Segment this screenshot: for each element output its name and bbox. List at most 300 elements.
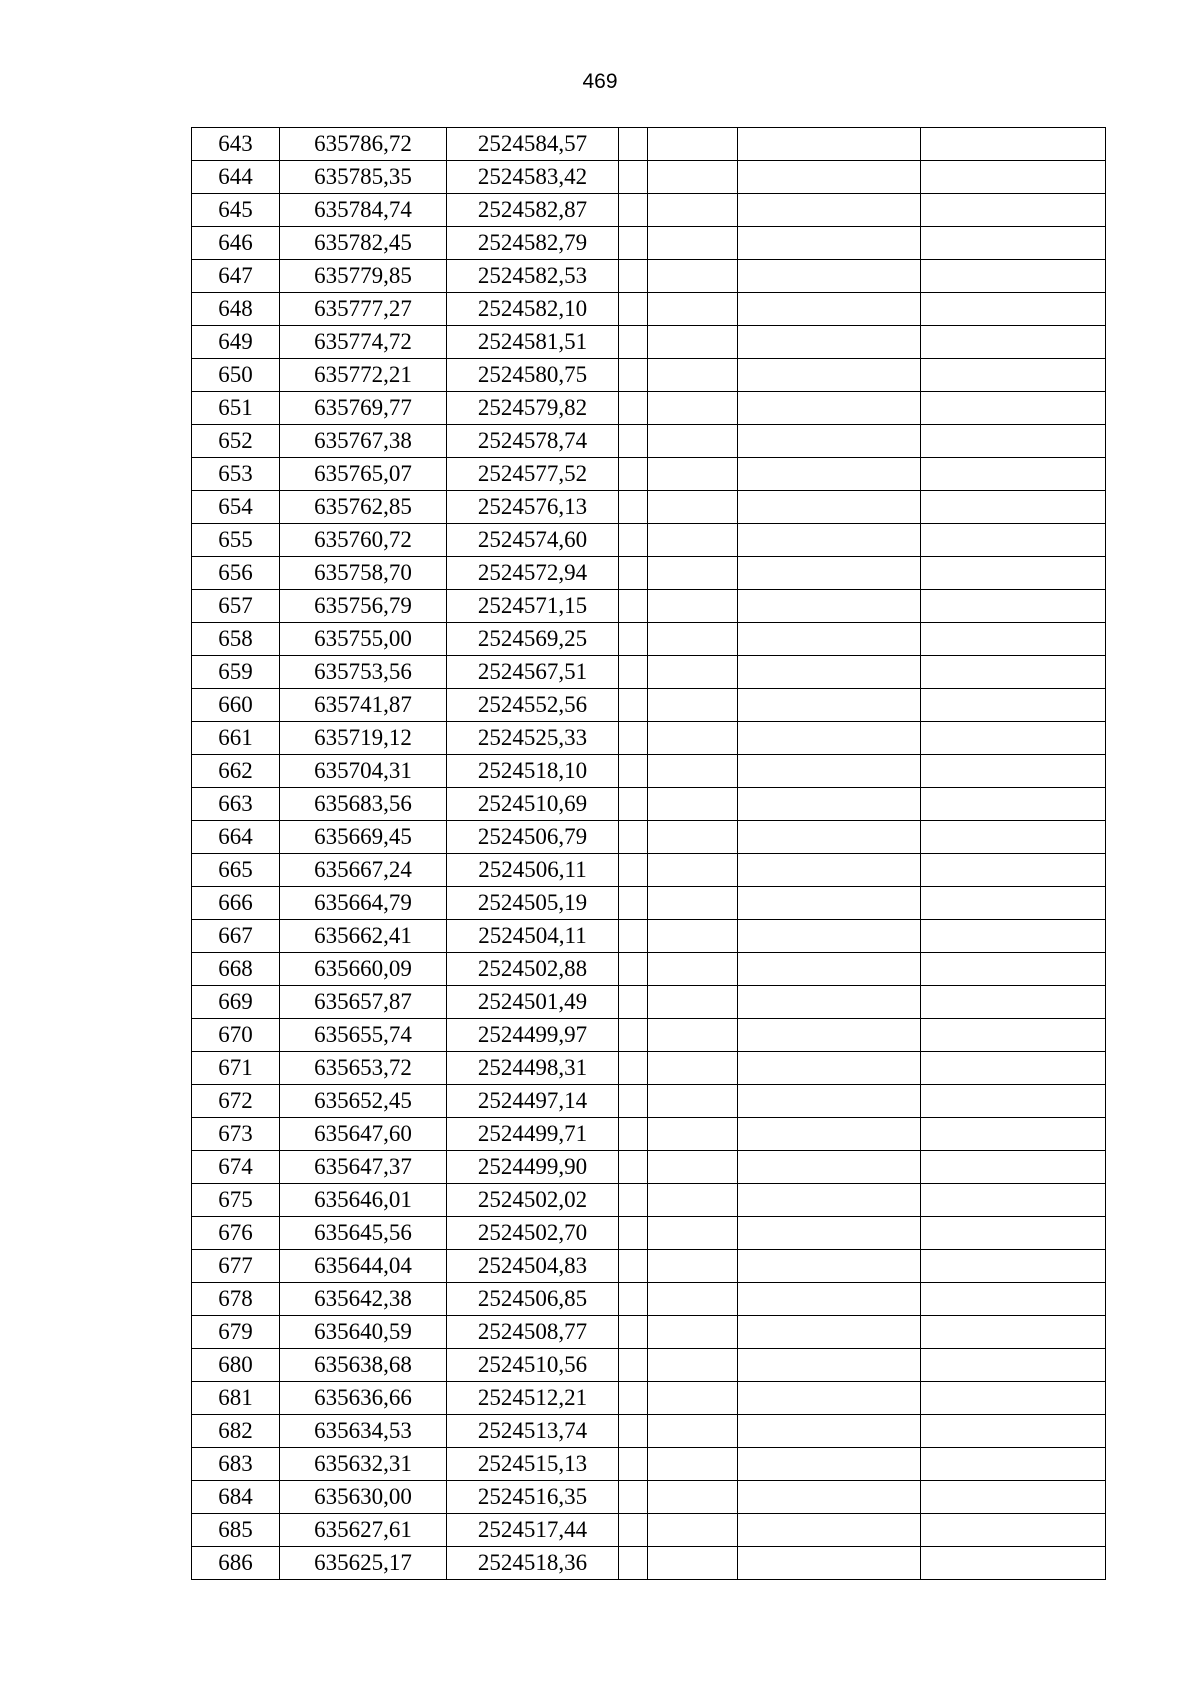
x-coordinate-cell: 635769,77: [280, 392, 447, 425]
empty-cell: [738, 194, 921, 227]
point-number-cell: 655: [192, 524, 280, 557]
empty-cell: [619, 1448, 648, 1481]
empty-cell: [738, 722, 921, 755]
empty-cell: [648, 1151, 738, 1184]
y-coordinate-cell: 2524513,74: [447, 1415, 619, 1448]
empty-cell: [738, 425, 921, 458]
empty-cell: [648, 161, 738, 194]
y-coordinate-cell: 2524505,19: [447, 887, 619, 920]
point-number-cell: 668: [192, 953, 280, 986]
empty-cell: [648, 1184, 738, 1217]
y-coordinate-cell: 2524578,74: [447, 425, 619, 458]
empty-cell: [648, 128, 738, 161]
empty-cell: [648, 458, 738, 491]
empty-cell: [921, 1283, 1106, 1316]
x-coordinate-cell: 635644,04: [280, 1250, 447, 1283]
empty-cell: [738, 557, 921, 590]
table-row: [192, 491, 1106, 524]
x-coordinate-cell: 635669,45: [280, 821, 447, 854]
point-number-cell: 682: [192, 1415, 280, 1448]
empty-cell: [921, 260, 1106, 293]
empty-cell: [921, 227, 1106, 260]
x-coordinate-cell: 635645,56: [280, 1217, 447, 1250]
point-number-cell: 672: [192, 1085, 280, 1118]
empty-cell: [648, 194, 738, 227]
empty-cell: [648, 1316, 738, 1349]
empty-cell: [921, 1514, 1106, 1547]
x-coordinate-cell: 635767,38: [280, 425, 447, 458]
empty-cell: [648, 392, 738, 425]
empty-cell: [921, 920, 1106, 953]
y-coordinate-cell: 2524502,88: [447, 953, 619, 986]
x-coordinate-cell: 635655,74: [280, 1019, 447, 1052]
empty-cell: [619, 1118, 648, 1151]
y-coordinate-cell: 2524506,11: [447, 854, 619, 887]
empty-cell: [648, 623, 738, 656]
empty-cell: [921, 1085, 1106, 1118]
x-coordinate-cell: 635630,00: [280, 1481, 447, 1514]
empty-cell: [921, 788, 1106, 821]
y-coordinate-cell: 2524502,02: [447, 1184, 619, 1217]
y-coordinate-cell: 2524583,42: [447, 161, 619, 194]
y-coordinate-cell: 2524576,13: [447, 491, 619, 524]
empty-cell: [619, 1415, 648, 1448]
empty-cell: [738, 887, 921, 920]
y-coordinate-cell: 2524506,85: [447, 1283, 619, 1316]
empty-cell: [738, 1085, 921, 1118]
empty-cell: [619, 623, 648, 656]
point-number-cell: 647: [192, 260, 280, 293]
empty-cell: [921, 986, 1106, 1019]
empty-cell: [738, 1481, 921, 1514]
empty-cell: [921, 755, 1106, 788]
empty-cell: [619, 557, 648, 590]
table-row: [192, 1415, 1106, 1448]
empty-cell: [619, 1382, 648, 1415]
table-row: [192, 260, 1106, 293]
empty-cell: [619, 1019, 648, 1052]
empty-cell: [738, 854, 921, 887]
empty-cell: [921, 689, 1106, 722]
y-coordinate-cell: 2524571,15: [447, 590, 619, 623]
point-number-cell: 673: [192, 1118, 280, 1151]
x-coordinate-cell: 635662,41: [280, 920, 447, 953]
table-row: [192, 1382, 1106, 1415]
table-row: [192, 887, 1106, 920]
empty-cell: [738, 326, 921, 359]
point-number-cell: 676: [192, 1217, 280, 1250]
empty-cell: [619, 1283, 648, 1316]
empty-cell: [921, 1382, 1106, 1415]
empty-cell: [619, 920, 648, 953]
empty-cell: [619, 524, 648, 557]
x-coordinate-cell: 635638,68: [280, 1349, 447, 1382]
x-coordinate-cell: 635632,31: [280, 1448, 447, 1481]
empty-cell: [648, 1349, 738, 1382]
empty-cell: [648, 557, 738, 590]
empty-cell: [648, 854, 738, 887]
empty-cell: [648, 920, 738, 953]
x-coordinate-cell: 635779,85: [280, 260, 447, 293]
y-coordinate-cell: 2524512,21: [447, 1382, 619, 1415]
empty-cell: [738, 755, 921, 788]
point-number-cell: 684: [192, 1481, 280, 1514]
empty-cell: [619, 656, 648, 689]
x-coordinate-cell: 635657,87: [280, 986, 447, 1019]
y-coordinate-cell: 2524579,82: [447, 392, 619, 425]
empty-cell: [648, 722, 738, 755]
point-number-cell: 658: [192, 623, 280, 656]
empty-cell: [648, 1019, 738, 1052]
table-row: [192, 359, 1106, 392]
empty-cell: [619, 161, 648, 194]
empty-cell: [648, 425, 738, 458]
empty-cell: [648, 491, 738, 524]
y-coordinate-cell: 2524499,71: [447, 1118, 619, 1151]
table-row: [192, 1481, 1106, 1514]
empty-cell: [921, 1019, 1106, 1052]
x-coordinate-cell: 635647,60: [280, 1118, 447, 1151]
empty-cell: [619, 1151, 648, 1184]
table-row: [192, 722, 1106, 755]
table-row: [192, 326, 1106, 359]
point-number-cell: 670: [192, 1019, 280, 1052]
table-row: [192, 194, 1106, 227]
x-coordinate-cell: 635667,24: [280, 854, 447, 887]
empty-cell: [921, 656, 1106, 689]
x-coordinate-cell: 635772,21: [280, 359, 447, 392]
y-coordinate-cell: 2524499,97: [447, 1019, 619, 1052]
empty-cell: [921, 1151, 1106, 1184]
point-number-cell: 643: [192, 128, 280, 161]
x-coordinate-cell: 635777,27: [280, 293, 447, 326]
empty-cell: [648, 1547, 738, 1580]
empty-cell: [648, 689, 738, 722]
empty-cell: [921, 623, 1106, 656]
empty-cell: [738, 623, 921, 656]
y-coordinate-cell: 2524518,36: [447, 1547, 619, 1580]
point-number-cell: 651: [192, 392, 280, 425]
y-coordinate-cell: 2524506,79: [447, 821, 619, 854]
y-coordinate-cell: 2524574,60: [447, 524, 619, 557]
empty-cell: [619, 755, 648, 788]
empty-cell: [619, 986, 648, 1019]
table-row: [192, 161, 1106, 194]
x-coordinate-cell: 635640,59: [280, 1316, 447, 1349]
empty-cell: [921, 326, 1106, 359]
empty-cell: [619, 1547, 648, 1580]
empty-cell: [648, 887, 738, 920]
point-number-cell: 665: [192, 854, 280, 887]
empty-cell: [648, 1415, 738, 1448]
table-row: [192, 425, 1106, 458]
point-number-cell: 667: [192, 920, 280, 953]
empty-cell: [619, 1349, 648, 1382]
table-row: [192, 1283, 1106, 1316]
y-coordinate-cell: 2524499,90: [447, 1151, 619, 1184]
empty-cell: [738, 359, 921, 392]
table-row: [192, 953, 1106, 986]
empty-cell: [921, 392, 1106, 425]
point-number-cell: 681: [192, 1382, 280, 1415]
x-coordinate-cell: 635652,45: [280, 1085, 447, 1118]
point-number-cell: 685: [192, 1514, 280, 1547]
point-number-cell: 669: [192, 986, 280, 1019]
point-number-cell: 679: [192, 1316, 280, 1349]
empty-cell: [921, 425, 1106, 458]
empty-cell: [921, 953, 1106, 986]
empty-cell: [738, 1217, 921, 1250]
empty-cell: [921, 491, 1106, 524]
empty-cell: [619, 128, 648, 161]
empty-cell: [619, 887, 648, 920]
table-row: [192, 1118, 1106, 1151]
empty-cell: [619, 1316, 648, 1349]
y-coordinate-cell: 2524497,14: [447, 1085, 619, 1118]
empty-cell: [738, 458, 921, 491]
empty-cell: [921, 161, 1106, 194]
empty-cell: [738, 821, 921, 854]
empty-cell: [738, 293, 921, 326]
empty-cell: [738, 491, 921, 524]
x-coordinate-cell: 635760,72: [280, 524, 447, 557]
y-coordinate-cell: 2524584,57: [447, 128, 619, 161]
empty-cell: [738, 227, 921, 260]
empty-cell: [619, 359, 648, 392]
x-coordinate-cell: 635782,45: [280, 227, 447, 260]
y-coordinate-cell: 2524567,51: [447, 656, 619, 689]
empty-cell: [738, 953, 921, 986]
empty-cell: [921, 128, 1106, 161]
empty-cell: [738, 590, 921, 623]
empty-cell: [738, 1184, 921, 1217]
empty-cell: [619, 1052, 648, 1085]
empty-cell: [648, 1085, 738, 1118]
empty-cell: [738, 161, 921, 194]
empty-cell: [738, 788, 921, 821]
empty-cell: [648, 293, 738, 326]
x-coordinate-cell: 635774,72: [280, 326, 447, 359]
empty-cell: [921, 194, 1106, 227]
empty-cell: [619, 1085, 648, 1118]
y-coordinate-cell: 2524515,13: [447, 1448, 619, 1481]
empty-cell: [738, 524, 921, 557]
point-number-cell: 671: [192, 1052, 280, 1085]
empty-cell: [648, 1217, 738, 1250]
empty-cell: [619, 1514, 648, 1547]
point-number-cell: 666: [192, 887, 280, 920]
x-coordinate-cell: 635784,74: [280, 194, 447, 227]
x-coordinate-cell: 635719,12: [280, 722, 447, 755]
y-coordinate-cell: 2524498,31: [447, 1052, 619, 1085]
table-row: [192, 524, 1106, 557]
point-number-cell: 646: [192, 227, 280, 260]
coordinates-table-body: [192, 128, 1106, 1580]
point-number-cell: 678: [192, 1283, 280, 1316]
point-number-cell: 656: [192, 557, 280, 590]
empty-cell: [738, 920, 921, 953]
x-coordinate-cell: 635664,79: [280, 887, 447, 920]
table-row: [192, 755, 1106, 788]
empty-cell: [921, 1415, 1106, 1448]
x-coordinate-cell: 635636,66: [280, 1382, 447, 1415]
empty-cell: [921, 887, 1106, 920]
empty-cell: [921, 722, 1106, 755]
point-number-cell: 657: [192, 590, 280, 623]
point-number-cell: 645: [192, 194, 280, 227]
empty-cell: [921, 458, 1106, 491]
empty-cell: [738, 128, 921, 161]
empty-cell: [619, 590, 648, 623]
point-number-cell: 654: [192, 491, 280, 524]
point-number-cell: 653: [192, 458, 280, 491]
empty-cell: [921, 854, 1106, 887]
empty-cell: [619, 194, 648, 227]
x-coordinate-cell: 635758,70: [280, 557, 447, 590]
table-row: [192, 590, 1106, 623]
empty-cell: [648, 359, 738, 392]
table-row: [192, 689, 1106, 722]
y-coordinate-cell: 2524580,75: [447, 359, 619, 392]
empty-cell: [619, 293, 648, 326]
empty-cell: [619, 458, 648, 491]
table-row: [192, 656, 1106, 689]
x-coordinate-cell: 635660,09: [280, 953, 447, 986]
point-number-cell: 677: [192, 1250, 280, 1283]
point-number-cell: 683: [192, 1448, 280, 1481]
table-row: [192, 1052, 1106, 1085]
empty-cell: [921, 1184, 1106, 1217]
point-number-cell: 661: [192, 722, 280, 755]
x-coordinate-cell: 635786,72: [280, 128, 447, 161]
empty-cell: [738, 689, 921, 722]
table-row: [192, 458, 1106, 491]
empty-cell: [648, 656, 738, 689]
table-row: [192, 920, 1106, 953]
point-number-cell: 663: [192, 788, 280, 821]
x-coordinate-cell: 635647,37: [280, 1151, 447, 1184]
empty-cell: [921, 1316, 1106, 1349]
empty-cell: [738, 656, 921, 689]
point-number-cell: 674: [192, 1151, 280, 1184]
table-row: [192, 1250, 1106, 1283]
x-coordinate-cell: 635741,87: [280, 689, 447, 722]
empty-cell: [619, 722, 648, 755]
table-row: [192, 1184, 1106, 1217]
empty-cell: [921, 359, 1106, 392]
table-row: [192, 1316, 1106, 1349]
empty-cell: [921, 293, 1106, 326]
table-row: [192, 1349, 1106, 1382]
x-coordinate-cell: 635683,56: [280, 788, 447, 821]
empty-cell: [738, 392, 921, 425]
x-coordinate-cell: 635642,38: [280, 1283, 447, 1316]
empty-cell: [738, 1118, 921, 1151]
point-number-cell: 650: [192, 359, 280, 392]
empty-cell: [619, 392, 648, 425]
empty-cell: [738, 1382, 921, 1415]
empty-cell: [619, 689, 648, 722]
y-coordinate-cell: 2524569,25: [447, 623, 619, 656]
empty-cell: [738, 1250, 921, 1283]
x-coordinate-cell: 635653,72: [280, 1052, 447, 1085]
y-coordinate-cell: 2524582,10: [447, 293, 619, 326]
empty-cell: [619, 1250, 648, 1283]
empty-cell: [738, 1547, 921, 1580]
empty-cell: [921, 1052, 1106, 1085]
x-coordinate-cell: 635756,79: [280, 590, 447, 623]
empty-cell: [619, 1481, 648, 1514]
x-coordinate-cell: 635762,85: [280, 491, 447, 524]
point-number-cell: 664: [192, 821, 280, 854]
point-number-cell: 680: [192, 1349, 280, 1382]
empty-cell: [619, 326, 648, 359]
empty-cell: [619, 953, 648, 986]
y-coordinate-cell: 2524510,56: [447, 1349, 619, 1382]
empty-cell: [738, 1415, 921, 1448]
x-coordinate-cell: 635634,53: [280, 1415, 447, 1448]
y-coordinate-cell: 2524582,53: [447, 260, 619, 293]
empty-cell: [738, 260, 921, 293]
coordinates-table: [191, 127, 1106, 1580]
table-row: [192, 1085, 1106, 1118]
table-row: [192, 854, 1106, 887]
empty-cell: [921, 821, 1106, 854]
empty-cell: [921, 1481, 1106, 1514]
table-row: [192, 788, 1106, 821]
table-row: [192, 986, 1106, 1019]
y-coordinate-cell: 2524572,94: [447, 557, 619, 590]
empty-cell: [921, 1547, 1106, 1580]
x-coordinate-cell: 635753,56: [280, 656, 447, 689]
y-coordinate-cell: 2524501,49: [447, 986, 619, 1019]
y-coordinate-cell: 2524510,69: [447, 788, 619, 821]
empty-cell: [648, 1283, 738, 1316]
y-coordinate-cell: 2524582,87: [447, 194, 619, 227]
y-coordinate-cell: 2524518,10: [447, 755, 619, 788]
table-row: [192, 1019, 1106, 1052]
table-row: [192, 1448, 1106, 1481]
empty-cell: [738, 1052, 921, 1085]
empty-cell: [648, 590, 738, 623]
table-row: [192, 1151, 1106, 1184]
empty-cell: [619, 491, 648, 524]
point-number-cell: 662: [192, 755, 280, 788]
table-row: [192, 1547, 1106, 1580]
y-coordinate-cell: 2524552,56: [447, 689, 619, 722]
empty-cell: [619, 425, 648, 458]
x-coordinate-cell: 635627,61: [280, 1514, 447, 1547]
empty-cell: [921, 524, 1106, 557]
empty-cell: [648, 1052, 738, 1085]
x-coordinate-cell: 635646,01: [280, 1184, 447, 1217]
empty-cell: [738, 1448, 921, 1481]
table-row: [192, 128, 1106, 161]
empty-cell: [648, 524, 738, 557]
empty-cell: [648, 227, 738, 260]
y-coordinate-cell: 2524502,70: [447, 1217, 619, 1250]
table-row: [192, 1514, 1106, 1547]
empty-cell: [619, 227, 648, 260]
y-coordinate-cell: 2524577,52: [447, 458, 619, 491]
empty-cell: [648, 1481, 738, 1514]
empty-cell: [648, 788, 738, 821]
empty-cell: [619, 1217, 648, 1250]
empty-cell: [921, 590, 1106, 623]
empty-cell: [738, 1316, 921, 1349]
point-number-cell: 649: [192, 326, 280, 359]
table-row: [192, 821, 1106, 854]
